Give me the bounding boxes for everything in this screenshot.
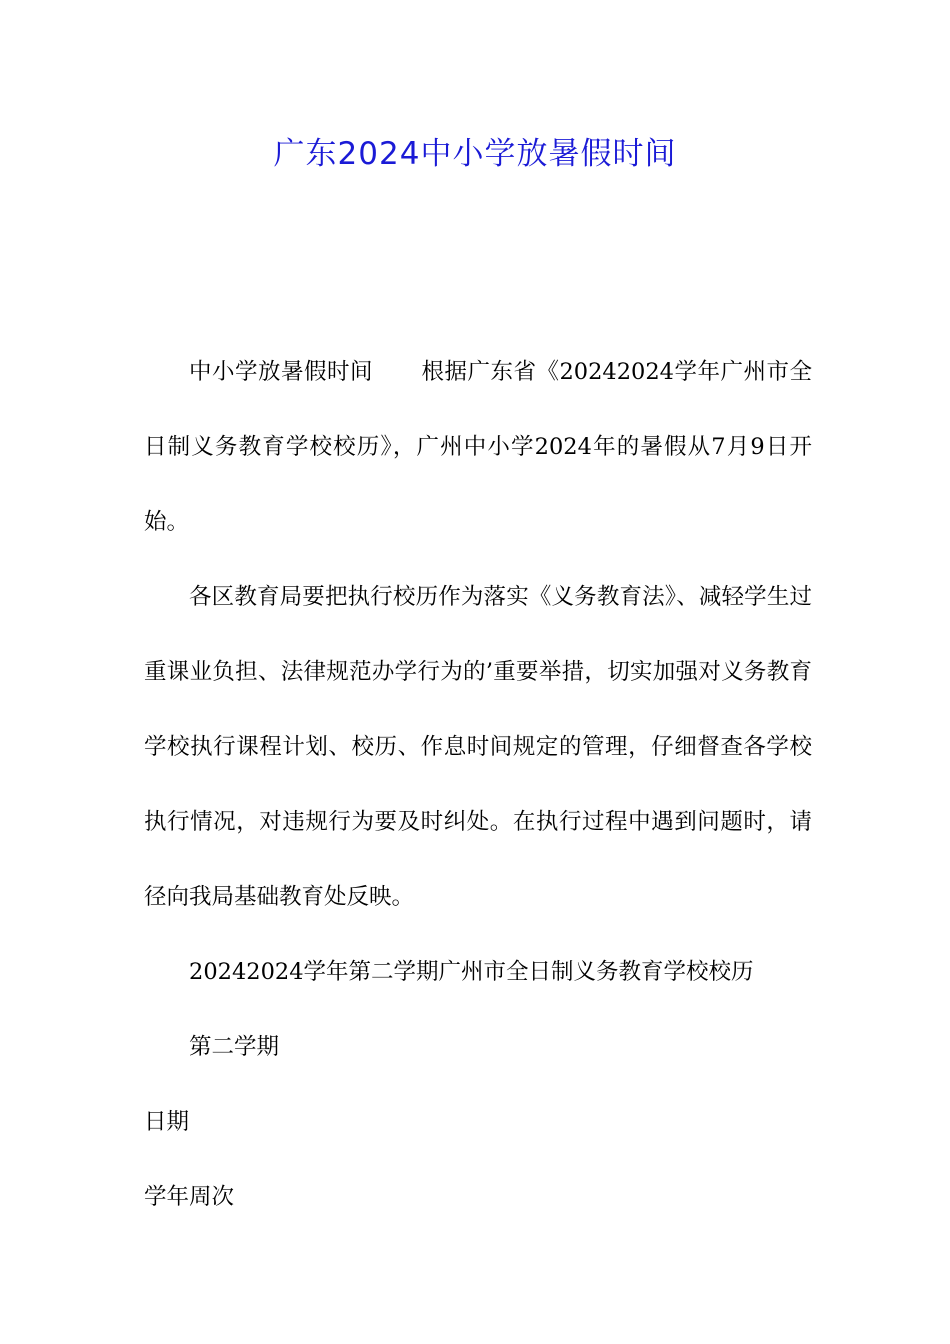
paragraph-intro-text: 根据广东省《20242024学年广州市全日制义务教育学校校历》，广州中小学2024年的暑假从7月9日开始。 (144, 359, 812, 535)
paragraph-calendar-title: 20242024学年第二学期广州市全日制义务教育学校校历 (189, 959, 754, 985)
document-body (144, 335, 812, 1235)
paragraph-requirements: 各区教育局要把执行校历作为落实《义务教育法》、减轻学生过重课业负担、法律规范办学行为的’重要举措，切实加强对义务教育学校执行课程计划、校历、作息时间规定的管理，仔细督查各学校执行情况，对违规行为要及时纠处。在执行过程中遇到问题时，请径向我局基础教育处反映。 (144, 584, 812, 910)
paragraph-semester: 第二学期 (189, 1034, 280, 1060)
paragraph-intro-heading: 中小学放暑假时间 (189, 359, 373, 385)
paragraph-week-label: 学年周次 (144, 1184, 235, 1210)
paragraph-date-label: 日期 (144, 1109, 190, 1135)
document-title: 广东2024中小学放暑假时间 (273, 136, 677, 172)
paragraph-intro (144, 335, 812, 560)
